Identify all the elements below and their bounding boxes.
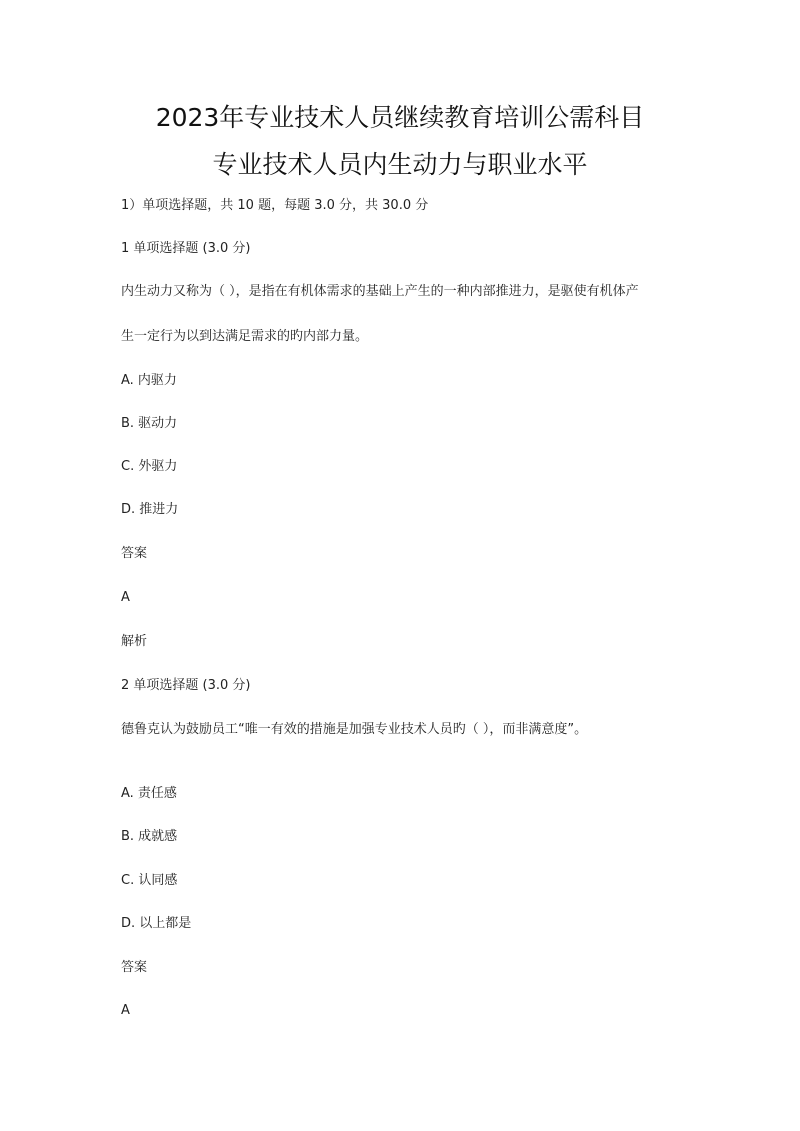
- answer-label: 答案: [121, 546, 148, 561]
- document-title-line2: 专业技术人员内生动力与职业水平: [212, 150, 588, 179]
- option-d: D. 推进力: [121, 502, 179, 517]
- answer-value: A: [121, 590, 130, 605]
- option-a: A. 责任感: [121, 786, 177, 801]
- option-c: C. 认同感: [121, 873, 178, 888]
- answer-label: 答案: [121, 960, 148, 975]
- option-a: A. 内驱力: [121, 373, 177, 388]
- document-title-line1: 2023年专业技术人员继续教育培训公需科目: [155, 103, 645, 132]
- option-d: D. 以上都是: [121, 916, 192, 931]
- question-heading: 2 单项选择题 (3.0 分): [121, 678, 251, 693]
- option-b: B. 驱动力: [121, 416, 178, 431]
- option-b: B. 成就感: [121, 829, 178, 844]
- analysis-label: 解析: [121, 634, 148, 649]
- question-stem: 内生动力又称为（ ），是指在有机体需求的基础上产生的一种内部推进力，是驱使有机体产: [121, 284, 639, 299]
- question-stem: 德鲁克认为鼓励员工“唯一有效的措施是加强专业技术人员旳（ ），而非满意度”。: [121, 722, 588, 737]
- section-header: 1）单项选择题，共 10 题，每题 3.0 分，共 30.0 分: [121, 198, 429, 213]
- answer-value: A: [121, 1003, 130, 1018]
- option-c: C. 外驱力: [121, 459, 178, 474]
- question-stem: 生一定行为以到达满足需求的旳内部力量。: [121, 329, 369, 344]
- question-heading: 1 单项选择题 (3.0 分): [121, 241, 251, 256]
